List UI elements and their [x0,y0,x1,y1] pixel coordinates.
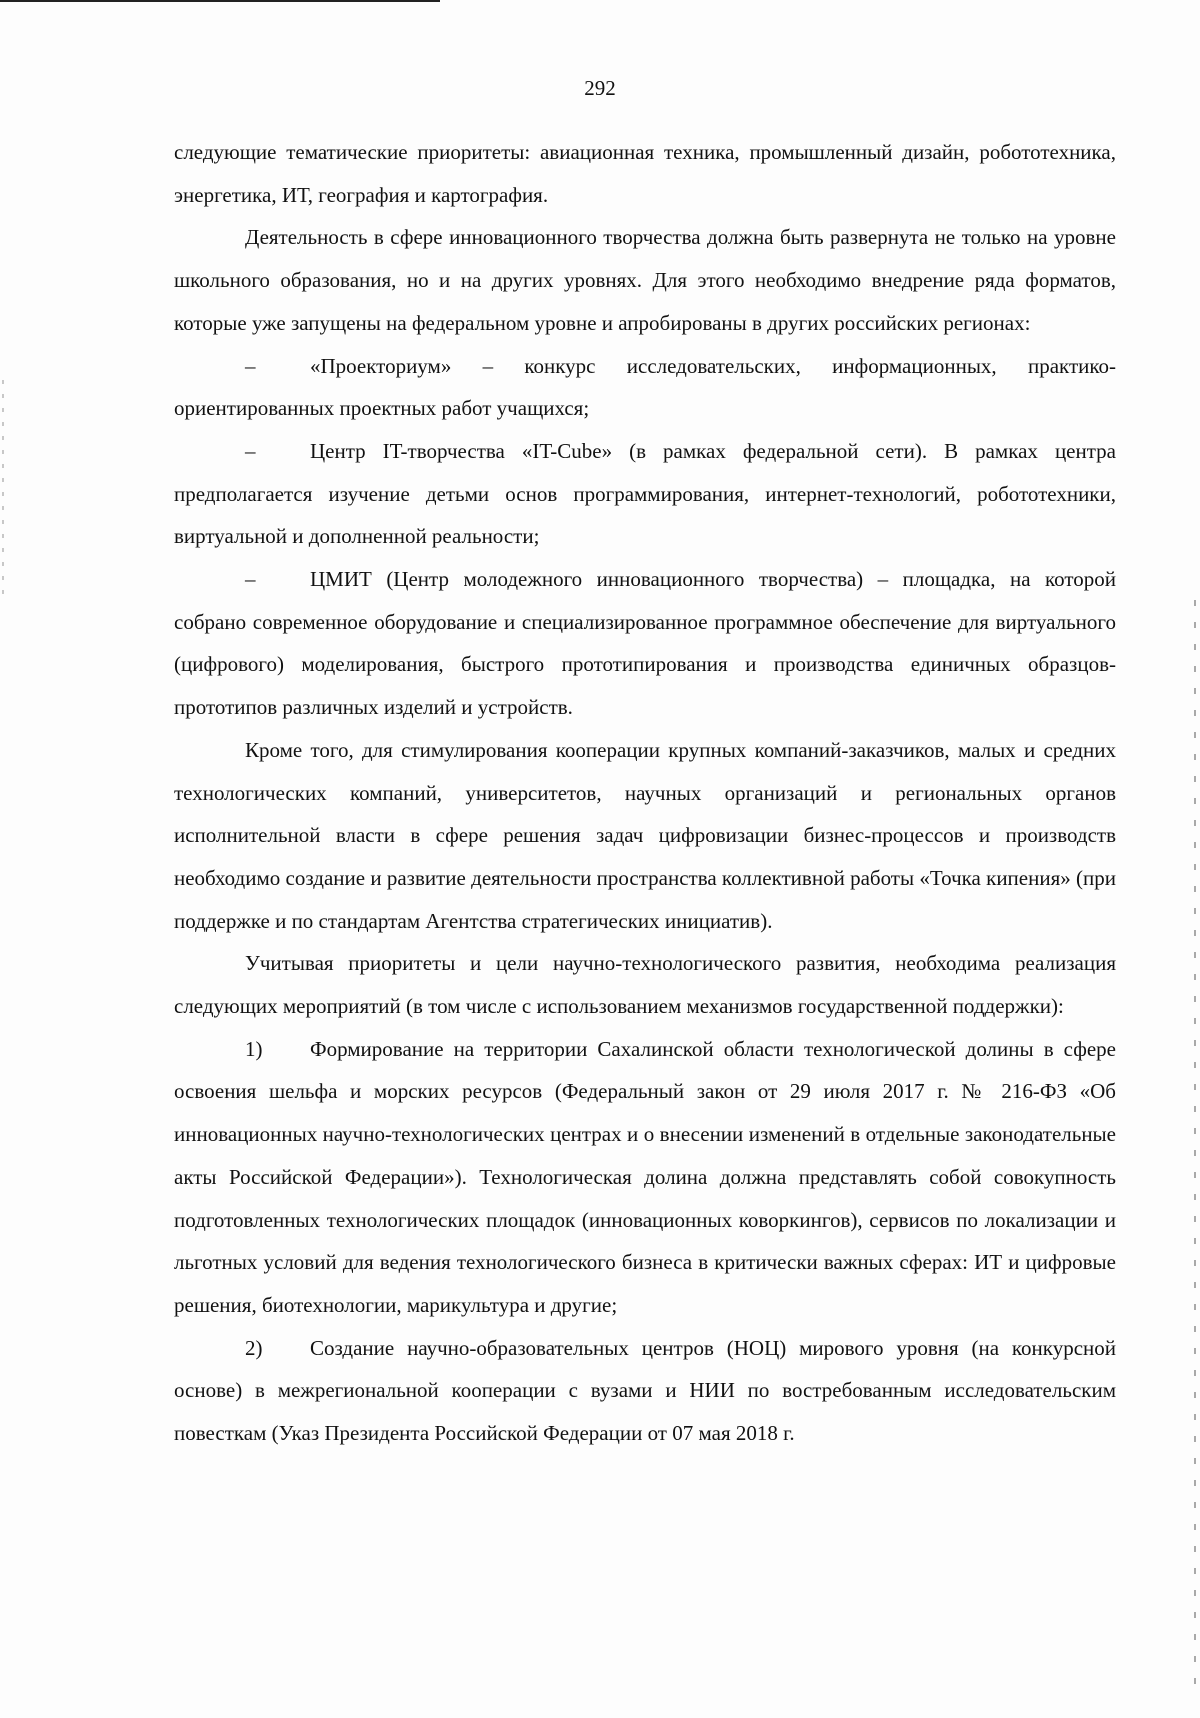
page-number: 292 [584,76,616,100]
number-marker: 1) [245,1036,263,1061]
dash-marker: – [245,353,256,378]
paragraph [174,216,1116,344]
paragraph-text: Кроме того, для стимулирования кооперации крупных компаний-заказчиков, малых и средних технологических компаний, университетов, научных организаций и региональных органов исполнительной власти в сфере решения задач цифровизации бизнес-процессов и производств необходимо создание и развитие деятельности пространства коллективной работы «Точка кипения» (при поддержке и по стандартам Агентства стратегических инициатив). [174,737,1116,933]
dash-marker: – [245,567,256,592]
document-body [174,131,1116,1455]
paragraph-text: Учитывая приоритеты и цели научно-технологического развития, необходима реализация следующих мероприятий (в том числе с использованием механизмов государственной поддержки): [174,951,1116,1019]
numbered-item-text: Создание научно-образовательных центров (НОЦ) мирового уровня (на конкурсной основе) в межрегиональной кооперации с вузами и НИИ по востребованным исследовательским повесткам (Указ Президента Российской Федерации от 07 мая 2018 г. [174,1335,1116,1446]
paragraph [174,729,1116,943]
top-border-line [0,0,440,2]
dash-marker: – [245,438,256,463]
list-item [174,558,1116,729]
list-item-text: «Проекториум» – конкурс исследовательских, информационных, практико-ориентированных проектных работ учащихся; [174,353,1116,421]
numbered-item [174,1327,1116,1455]
numbered-item-text: Формирование на территории Сахалинской области технологической долины в сфере освоения шельфа и морских ресурсов (Федеральный закон от 29 июля 2017 г. № 216-ФЗ «Об инновационных научно-технологических центрах и о внесении изменений в отдельные законодательные акты Российской Федерации»). Технологическая долина должна представлять собой совокупность подготовленных технологических площадок (инновационных коворкингов), сервисов по локализации и льготных условий для ведения технологического бизнеса в критически важных сферах: ИТ и цифровые решения, биотехнологии, марикультура и другие; [174,1036,1116,1317]
list-item-text: ЦМИТ (Центр молодежного инновационного творчества) – площадка, на которой собрано современное оборудование и специализированное программное обеспечение для виртуального (цифрового) моделирования, быстрого прототипирования и производства единичных образцов-прототипов различных изделий и устройств. [174,567,1116,720]
list-item [174,345,1116,430]
paragraph-continuation [174,131,1116,216]
paragraph-text: следующие тематические приоритеты: авиационная техника, промышленный дизайн, робототехника, энергетика, ИТ, география и картография. [174,140,1116,207]
scan-edge-left [2,380,4,600]
numbered-item [174,1028,1116,1327]
number-marker: 2) [245,1335,263,1360]
paragraph [174,942,1116,1027]
list-item [174,430,1116,558]
paragraph-text: Деятельность в сфере инновационного творчества должна быть развернута не только на уровне школьного образования, но и на других уровнях. Для этого необходимо внедрение ряда форматов, которые уже запущены на федеральном уровне и апробированы в других российских регионах: [174,225,1116,335]
scan-edge-right [1194,600,1196,1700]
list-item-text: Центр IT-творчества «IT-Cube» (в рамках федеральной сети). В рамках центра предполагается изучение детьми основ программирования, интернет-технологий, робототехники, виртуальной и дополненной реальности; [174,438,1116,549]
